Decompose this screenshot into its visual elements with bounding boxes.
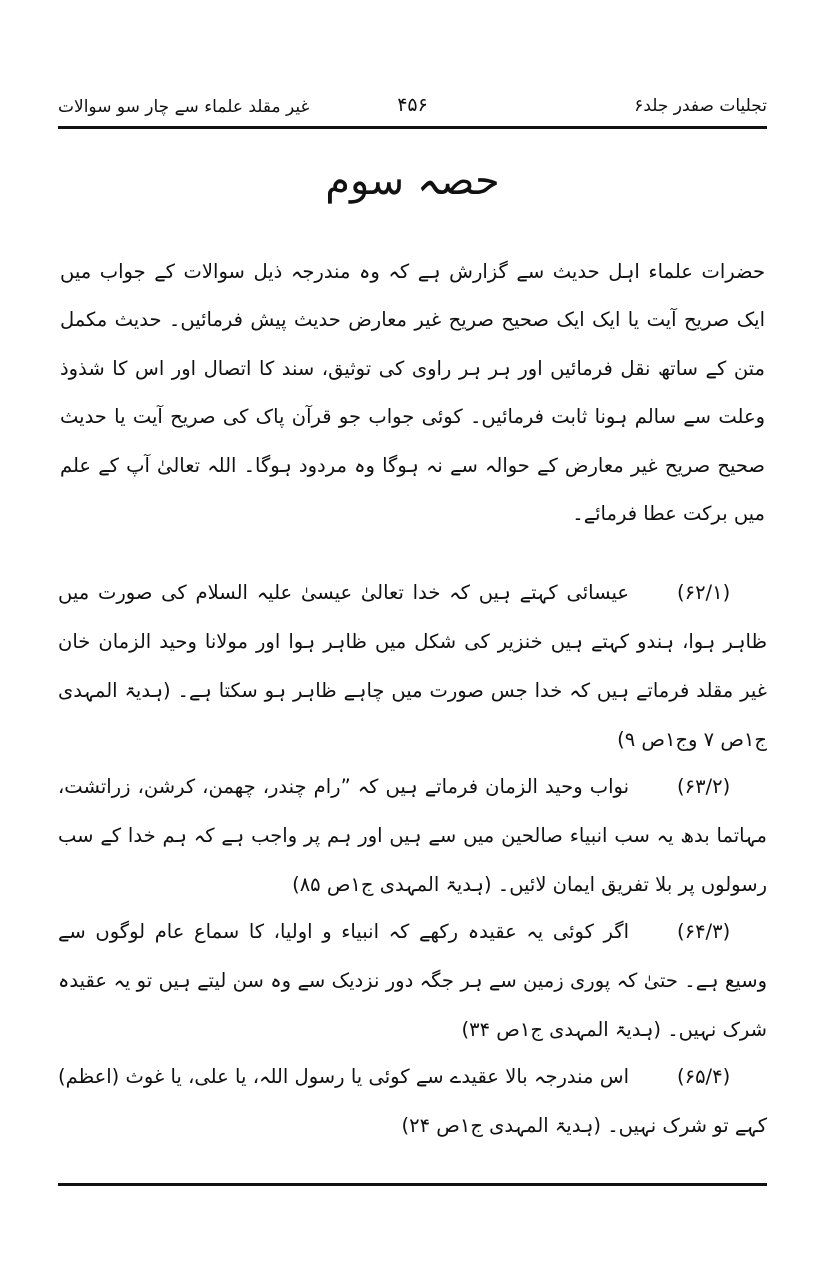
question-text: اس مندرجہ بالا عقیدے سے کوئی یا رسول اللہ، یا علی، یا غوث (اعظم) کہے تو شرک نہیں۔ (ہدیۃ المہدی ج۱ص ۲۴) (58, 1065, 767, 1137)
question-item (58, 762, 767, 909)
book-title: تجلیات صفدر جلد۶ (634, 96, 767, 116)
question-list (58, 568, 767, 1150)
section-title: حصہ سوم (325, 158, 500, 204)
chapter-title: غیر مقلد علماء سے چار سو سوالات (58, 97, 310, 117)
question-text: عیسائی کہتے ہیں کہ خدا تعالیٰ عیسیٰ علیہ السلام کی صورت میں ظاہر ہوا، ہندو کہتے ہیں خنزیر کی شکل میں ظاہر ہوا اور مولانا وحید الزمان خان غیر مقلد فرماتے ہیں کہ خدا جس صورت میں چاہے ظاہر ہو سکتا ہے۔ (ہدیۃ المہدی ج۱ص ۷ وج۱ص ۹) (58, 581, 767, 751)
question-number: (۶۳/۲) (677, 775, 731, 798)
question-item (58, 907, 767, 1054)
intro-paragraph: حضرات علماء اہل حدیث سے گزارش ہے کہ وہ مندرجہ ذیل سوالات کے جواب میں ایک صریح آیت یا ایک ایک صحیح صریح غیر معارض حدیث پیش فرمائیں۔ حدیث مکمل متن کے ساتھ نقل فرمائیں اور ہر ہر راوی کی توثیق، سند کا اتصال اور اس کا شذوذ وعلت سے سالم ہونا ثابت فرمائیں۔ کوئی جواب جو قرآن پاک کی صریح آیت یا حدیث صحیح صریح غیر معارض کے حوالہ سے نہ ہوگا وہ مردود ہوگا۔ اللہ تعالیٰ آپ کے علم میں برکت عطا فرمائے۔ (60, 259, 765, 525)
question-item (58, 568, 767, 764)
question-item (58, 1052, 767, 1150)
question-text: نواب وحید الزمان فرماتے ہیں کہ ”رام چندر، چھمن، کرشن، زراتشت، مہاتما بدھ یہ سب انبیاء صالحین میں سے ہیں اور ہم پر واجب ہے کہ ہم خدا کے سب رسولوں پر بلا تفریق ایمان لائیں۔ (ہدیۃ المہدی ج۱ص ۸۵) (58, 775, 767, 896)
question-number: (۶۴/۳) (677, 920, 731, 943)
running-header (58, 92, 767, 129)
question-text: اگر کوئی یہ عقیدہ رکھے کہ انبیاء و اولیا، کا سماع عام لوگوں سے وسیع ہے۔ حتیٰ کہ پوری زمین سے ہر جگہ دور نزدیک سے وہ سن لیتے ہیں تو یہ عقیدہ شرک نہیں۔ (ہدیۃ المہدی ج۱ص ۳۴) (58, 920, 767, 1041)
footer-rule (58, 1183, 767, 1186)
question-number: (۶۲/۱) (677, 581, 731, 604)
page-number: ۴۵۶ (397, 94, 428, 116)
question-number: (۶۵/۴) (677, 1065, 731, 1088)
